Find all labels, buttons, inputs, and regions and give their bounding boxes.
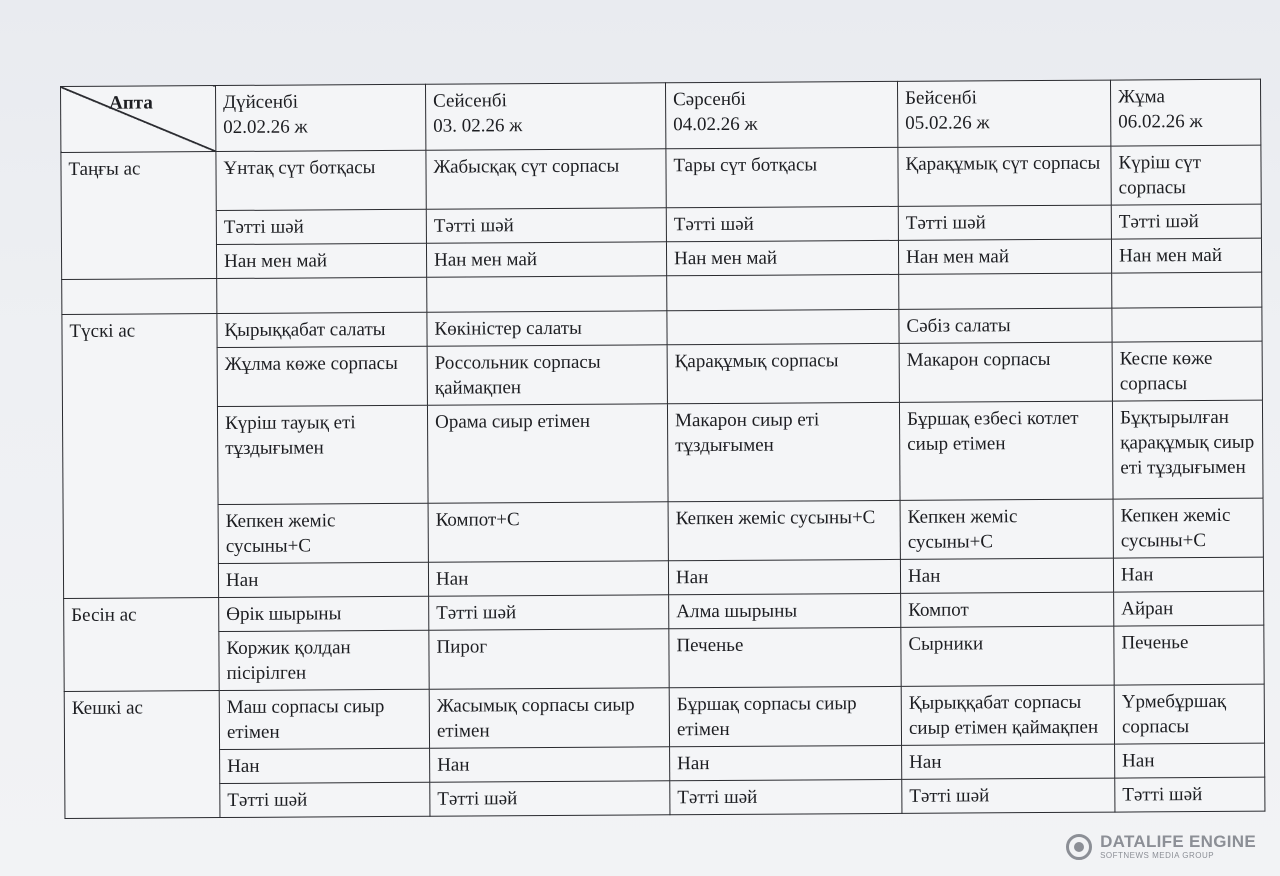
menu-cell: Қарақұмық сорпасы	[667, 343, 899, 403]
menu-cell: Тәтті шәй	[670, 779, 902, 814]
menu-cell: Тәтті шәй	[426, 208, 666, 243]
day-date: 03. 02.26 ж	[433, 115, 523, 137]
corner-cell	[61, 86, 216, 153]
menu-cell: Ұнтақ сүт ботқасы	[216, 150, 426, 210]
empty-cell	[667, 274, 899, 310]
menu-cell: Жабысқақ сүт сорпасы	[426, 149, 666, 209]
menu-cell: Тәтті шәй	[429, 595, 669, 630]
menu-cell: Нан	[1113, 557, 1263, 592]
menu-cell: Орама сиыр етімен	[427, 404, 668, 503]
watermark-text	[1100, 833, 1256, 860]
menu-cell: Өрік шырыны	[219, 596, 429, 631]
menu-cell: Тәтті шәй	[1111, 204, 1261, 239]
menu-cell: Күріш тауық еті тұздығымен	[217, 405, 428, 504]
menu-cell: Макарон сиыр еті тұздығымен	[667, 402, 900, 501]
week-label: Апта	[109, 92, 153, 114]
menu-cell: Нан	[670, 745, 902, 780]
menu-cell: Тәтті шәй	[1115, 777, 1265, 812]
empty-cell	[217, 277, 427, 313]
day-date: 06.02.26 ж	[1118, 111, 1203, 133]
menu-cell: Бұқтырылған қарақұмық сиыр еті тұздығымен	[1112, 400, 1263, 499]
menu-cell: Россольник сорпасы қаймақпен	[427, 345, 667, 405]
watermark-title: DATALIFE ENGINE	[1100, 832, 1256, 851]
day-header-tuesday	[425, 83, 665, 150]
empty-cell	[427, 276, 667, 312]
menu-cell: Нан	[220, 748, 430, 783]
menu-cell: Нан мен май	[666, 240, 898, 275]
menu-cell: Бұршақ сорпасы сиыр етімен	[669, 686, 901, 746]
menu-cell: Нан	[902, 744, 1115, 779]
menu-cell: Нан мен май	[1111, 238, 1261, 273]
menu-cell: Тәтті шәй	[666, 206, 898, 241]
menu-cell: Қарақұмық сүт сорпасы	[898, 146, 1111, 206]
menu-cell: Коржик қолдан пісірілген	[219, 630, 429, 690]
menu-cell: Печенье	[669, 627, 901, 687]
day-name: Сейсенбі	[433, 90, 507, 112]
menu-cell: Сәбіз салаты	[899, 308, 1112, 343]
meal-label-snack: Бесін ас	[64, 598, 220, 692]
menu-cell: Бұршақ езбесі котлет сиыр етімен	[899, 401, 1113, 500]
menu-cell: Тәтті шәй	[902, 778, 1115, 813]
menu-cell: Көкіністер салаты	[427, 311, 667, 346]
menu-cell: Нан мен май	[426, 242, 666, 277]
menu-cell: Нан	[668, 559, 900, 594]
menu-cell: Қырыққабат салаты	[217, 312, 427, 347]
empty-cell	[62, 279, 217, 315]
datalife-watermark	[1066, 833, 1256, 860]
day-date: 02.02.26 ж	[223, 116, 308, 139]
menu-cell: Нан	[428, 561, 668, 596]
day-header-thursday	[897, 80, 1110, 147]
menu-cell	[667, 309, 899, 344]
day-name: Бейсенбі	[905, 87, 977, 109]
menu-cell: Нан мен май	[898, 239, 1111, 274]
day-header-wednesday	[665, 81, 897, 148]
menu-cell: Компот	[901, 592, 1114, 627]
day-name: Жұма	[1118, 86, 1166, 108]
menu-cell: Нан	[900, 558, 1113, 593]
menu-cell: Күріш сүт сорпасы	[1111, 145, 1261, 205]
meal-label-lunch: Түскі ас	[62, 314, 219, 599]
menu-cell: Нан мен май	[216, 243, 426, 278]
menu-cell: Маш сорпасы сиыр етімен	[219, 689, 429, 749]
menu-cell: Қырыққабат сорпасы сиыр етімен қаймақпен	[901, 685, 1114, 745]
menu-cell: Тәтті шәй	[216, 209, 426, 244]
menu-cell: Нан	[218, 562, 428, 597]
menu-cell: Кепкен жеміс сусыны+С	[900, 499, 1113, 559]
meal-label-breakfast: Таңғы ас	[61, 152, 217, 280]
empty-cell	[899, 273, 1112, 309]
menu-cell	[1112, 307, 1262, 342]
datalife-logo-icon	[1066, 834, 1092, 860]
menu-cell: Жасымық сорпасы сиыр етімен	[429, 688, 669, 748]
weekly-menu-table	[60, 79, 1265, 819]
menu-cell: Алма шырыны	[669, 593, 901, 628]
menu-cell: Кепкен жеміс сусыны+С	[1113, 498, 1263, 558]
menu-cell: Кеспе көже сорпасы	[1112, 341, 1262, 401]
menu-cell: Үрмебұршақ сорпасы	[1114, 684, 1264, 744]
menu-cell: Компот+С	[428, 502, 668, 562]
day-date: 04.02.26 ж	[673, 113, 758, 136]
menu-cell: Тәтті шәй	[430, 781, 670, 816]
menu-cell: Макарон сорпасы	[899, 342, 1112, 402]
menu-cell: Айран	[1114, 591, 1264, 626]
day-header-monday	[216, 84, 426, 151]
day-name: Дүйсенбі	[223, 91, 299, 114]
day-date: 05.02.26 ж	[905, 112, 990, 134]
menu-cell: Сырники	[901, 626, 1114, 686]
menu-cell: Тәтті шәй	[220, 782, 430, 817]
watermark-subtitle: SOFTNEWS MEDIA GROUP	[1100, 851, 1215, 860]
empty-cell	[1112, 272, 1262, 308]
menu-cell: Нан	[430, 747, 670, 782]
menu-cell: Тәтті шәй	[898, 205, 1111, 240]
menu-cell: Кепкен жеміс сусыны+С	[668, 500, 900, 560]
menu-cell: Печенье	[1114, 625, 1264, 685]
menu-cell: Пирог	[429, 629, 669, 689]
day-name: Сәрсенбі	[673, 88, 746, 111]
day-header-friday	[1110, 79, 1260, 146]
menu-cell: Кепкен жеміс сусыны+С	[218, 503, 428, 563]
menu-cell: Тары сүт ботқасы	[666, 147, 898, 207]
meal-label-dinner: Кешкі ас	[64, 691, 220, 819]
menu-sheet	[60, 79, 1269, 811]
menu-cell: Нан	[1115, 743, 1265, 778]
menu-cell: Жұлма көже сорпасы	[217, 346, 427, 406]
